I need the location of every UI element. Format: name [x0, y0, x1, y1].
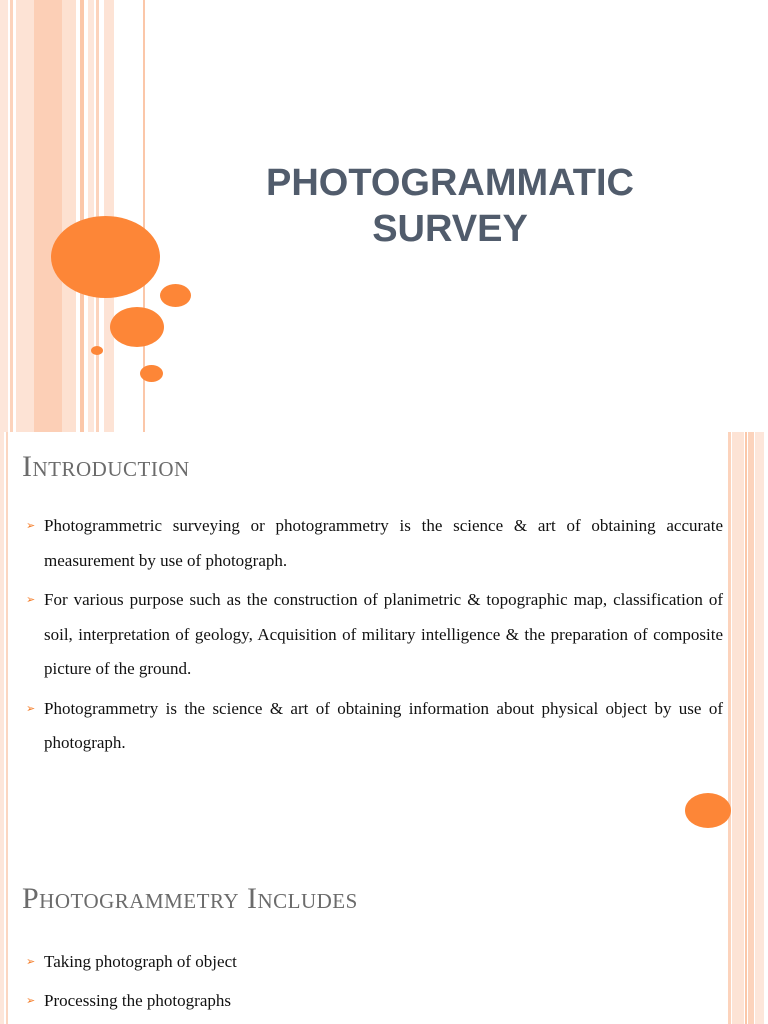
list-item-text: For various purpose such as the construction of planimetric & topographic map, classification of soil, interpretation of geology, Acquisition of military intelligence & the preparation of composite picture of the ground. — [44, 590, 723, 678]
slide-title — [230, 160, 670, 252]
decorative-stripe-left — [0, 432, 12, 865]
decorative-stripes — [0, 0, 150, 432]
bullet-list — [26, 509, 723, 761]
list-item-text: Taking photograph of object — [44, 952, 237, 971]
arrow-right-icon: ➢ — [26, 701, 36, 715]
bullet-list — [26, 942, 723, 1020]
introduction-slide — [0, 432, 768, 865]
decorative-circle-small — [160, 284, 191, 307]
list-item-text: Photogrammetry is the science & art of obtaining information about physical object by use of photograph. — [44, 698, 723, 752]
arrow-right-icon: ➢ — [26, 955, 36, 968]
decorative-stripes — [728, 865, 768, 1024]
list-item-text: Photogrammetric surveying or photogrammetry is the science & art of obtaining accurate measurement by use of photograph. — [44, 516, 723, 570]
decorative-stripe-left — [0, 865, 12, 1024]
list-item — [26, 509, 723, 578]
section-heading: Photogrammetry Includes — [22, 882, 358, 915]
section-heading: Introduction — [22, 450, 190, 483]
title-line-1: PHOTOGRAMMATIC — [265, 162, 634, 204]
arrow-right-icon: ➢ — [26, 519, 36, 532]
arrow-right-icon: ➢ — [26, 994, 36, 1007]
includes-slide — [0, 865, 768, 1024]
decorative-circle — [685, 793, 731, 828]
decorative-circle-tiny — [91, 346, 103, 355]
title-line-2: SURVEY — [372, 208, 528, 250]
list-item-text: Processing the photographs — [44, 991, 231, 1010]
decorative-circle-medium — [110, 307, 164, 347]
decorative-stripes — [728, 432, 768, 865]
arrow-right-icon: ➢ — [26, 593, 36, 606]
decorative-circle-small — [140, 365, 163, 382]
title-slide — [0, 0, 768, 432]
list-item — [26, 942, 723, 981]
list-item — [26, 583, 723, 687]
list-item — [26, 692, 723, 761]
decorative-circle-large — [51, 216, 160, 298]
list-item — [26, 981, 723, 1020]
